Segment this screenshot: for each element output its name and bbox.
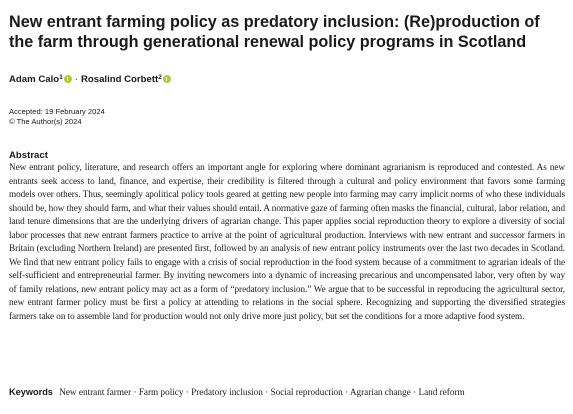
keyword[interactable]: · Predatory inclusion <box>183 387 262 397</box>
orcid-icon[interactable] <box>163 75 171 83</box>
article-meta <box>9 107 105 126</box>
accepted-date: Accepted: 19 February 2024 <box>9 107 105 116</box>
keyword[interactable]: · Social reproduction <box>263 387 343 397</box>
abstract-heading: Abstract <box>9 150 48 161</box>
orcid-icon[interactable] <box>64 75 72 83</box>
keyword[interactable]: · Farm policy <box>131 387 183 397</box>
author-name[interactable]: Adam Calo <box>9 74 60 85</box>
abstract-text: New entrant policy, literature, and research offers an important angle for exploring where dominant agrarianism is reproduced and contested. As new entrants seek access to land, finance, and expertise, their credibility is filtered through a cultural and policy environment that favors some farming models over others. Thus, seemingly apolitical policy tools geared at getting new people into farming may carry implicit norms of who these individuals should be, how they should farm, and what their values should entail. A normative gaze of farming often masks the financial, cultural, labor relation, and land tenure dimensions that are the underlying drivers of agrarian change. This paper applies social reproduction theory to explore a diversity of social labor processes that new entrant farmers practice to arrive at the point of agricultural production. Interviews with new entrant and successor farmers in Britain (excluding Northern Ireland) are presented first, followed by an analysis of new entrant policy instruments over the last two decades in Scotland. We find that new entrant policy fails to engage with a crisis of social reproduction in the food system because of a commitment to agrarian ideals of the self-sufficient and entrepreneurial farmer. By inviting newcomers into a dynamic of increasing precarious and uncompensated labor, very often by way of family relations, new entrant policy may act as a form of “predatory inclusion.” We argue that to be successful in reproducing the agricultural sector, new entrant farmer policy must be first a policy at attending to relations in the social sphere. Recognizing and supporting the diversified strategies farmers take on to assemble land for production would not only drive more just policy, but set the conditions for a more adaptive food system. <box>9 162 565 322</box>
keyword[interactable]: · Agrarian change <box>343 387 411 397</box>
author-separator: · <box>74 74 78 85</box>
keyword[interactable]: New entrant farmer <box>59 387 132 397</box>
article-title: New entrant farming policy as predatory inclusion: (Re)production of the farm through generational renewal policy programs in Scotland <box>9 13 540 51</box>
author-line <box>9 72 171 86</box>
copyright-notice: © The Author(s) 2024 <box>9 116 82 126</box>
author-name[interactable]: Rosalind Corbett <box>80 74 159 85</box>
affiliation-marker: 1 <box>59 74 63 81</box>
keywords-list <box>59 387 464 397</box>
affiliation-marker: 2 <box>158 74 162 81</box>
keywords-label: Keywords <box>9 387 53 397</box>
keywords-line <box>9 386 465 399</box>
keyword[interactable]: · Land reform <box>411 387 465 397</box>
